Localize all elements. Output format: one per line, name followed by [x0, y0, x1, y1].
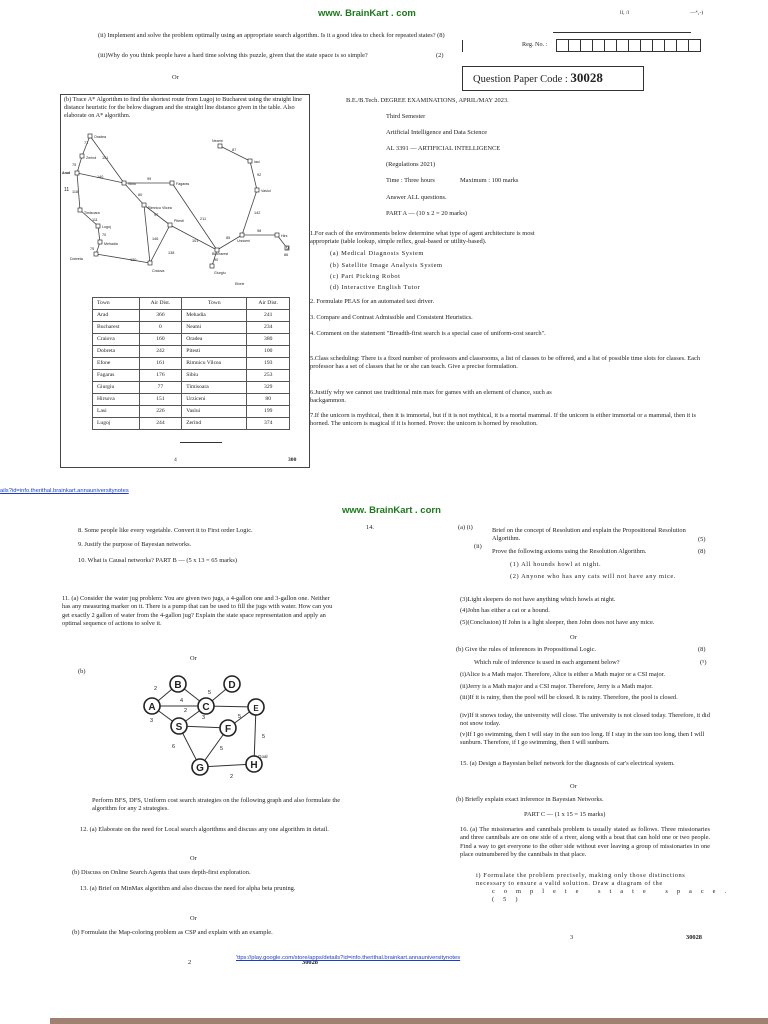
q-top-iii-marks: (2) [436, 52, 444, 59]
node-g: G [196, 763, 204, 774]
page2-num: 2 [188, 959, 192, 966]
q16i: i) Formulate the problem precisely, making only those distinctions necessary to ensure a valid solution. Draw a diagram of the [476, 872, 686, 888]
svg-text:101: 101 [192, 239, 199, 243]
page-num-left: 4 [174, 457, 177, 463]
city-urziceni: Urziceni [237, 239, 250, 243]
map-side-label-11: 11 [64, 187, 70, 193]
corner-mark-left: ll, /l [620, 10, 630, 16]
q15a: 15. (a) Design a Bayesian belief network for the diagnosis of car's electrical system. [460, 760, 675, 767]
svg-text:140: 140 [97, 175, 104, 179]
table-row: Dobreta 242 Pitesti 100 [93, 346, 290, 358]
svg-text:85: 85 [226, 236, 231, 240]
q6: 6.Justify why we cannot use traditional min max for games with an element of chance, such as backgammon. [310, 389, 552, 405]
or-separator-1: Or [172, 74, 179, 81]
city-hirsova: Hirs [281, 234, 288, 238]
page3-code: 30028 [686, 934, 702, 941]
q16i-end: complete state space. (5) [492, 888, 736, 904]
or-separator-3: Or [190, 855, 197, 862]
svg-text:80: 80 [138, 193, 143, 197]
svg-text:118: 118 [72, 190, 79, 194]
q14b-marks: (8) [698, 646, 706, 653]
city-vaslui: Vaslui [261, 189, 271, 193]
page3-num: 3 [570, 934, 574, 941]
q14aii-label: (ii) [474, 543, 482, 550]
or-separator-6: Or [570, 783, 577, 790]
page2-code: 30028 [302, 959, 318, 966]
qpc-value: 30028 [570, 70, 603, 85]
exam-max: Maximum : 100 marks [460, 177, 519, 184]
q12b: (b) Discuss on Online Search Agents that uses depth-first exploration. [72, 869, 251, 876]
svg-text:97: 97 [154, 213, 159, 217]
node-a: A [148, 702, 156, 713]
q16: 16. (a) The missionaries and cannibals problem is usually stated as follows. Three missionaries and three cannibals are on one side of a river, along with a boat that can hold one or two people. Find a way to get everyone to the other side without ever leaving a group of missionaries in one place outnumbered by the cannibals in that place. [460, 826, 710, 858]
inference-5: (v)If I go swimming, then I will stay in the sun too long. If I stay in the sun too long, then I will sunburn. Therefore, if I go swimming, then I will sunburn. [460, 731, 705, 747]
q11b-label: (b) [78, 668, 86, 675]
th-town-2: Town [182, 298, 247, 310]
inference-1: (i)Alice is a Math major. Therefore, Alice is either a Math major or a CSI major. [460, 671, 666, 678]
city-iasi: Iasi [254, 160, 260, 164]
svg-text:5: 5 [262, 734, 266, 740]
city-arad: Arad [62, 171, 71, 175]
svg-text:9: 9 [286, 246, 289, 252]
q13b: (b) Formulate the Map-coloring problem as CSP and explain with an example. [72, 929, 273, 936]
table-row: Efone 161 Rimnicu Vilcea 193 [93, 358, 290, 370]
table-header-row [93, 298, 290, 310]
table-underline [180, 442, 222, 443]
city-giurgiu: Giurgiu [214, 271, 226, 275]
or-separator-2: Or [190, 655, 197, 662]
city-fagaras: Fagaras [176, 182, 190, 186]
exam-course: AL 3391 — ARTIFICIAL INTELLIGENCE [386, 145, 501, 152]
table-row: Craiova 160 Oradea 380 [93, 334, 290, 346]
axiom-4: (4)John has either a cat or a hound. [460, 607, 550, 614]
site-title-2: www. BrainKart . corn [342, 505, 441, 516]
svg-text:87: 87 [232, 148, 237, 152]
cut-link[interactable]: ails?id=info.therithal.brainkart.annauniversitynotes [0, 488, 129, 494]
q11b-text: Perform BFS, DFS, Uniform cost search strategies on the following graph and also formulate the algorithm for any 2 strategies. [92, 797, 341, 813]
q15b: (b) Briefly explain exact inference in Bayesian Networks. [456, 796, 604, 803]
node-s: S [175, 722, 183, 733]
q8: 8. Some people like every vegetable. Convert it to First order Logic. [78, 527, 253, 534]
q14ai-marks: (5) [698, 536, 706, 543]
q10: 10. What is Causal networks? PART B — (5 x 13 = 65 marks) [78, 557, 237, 564]
q9: 9. Justify the purpose of Bayesian networks. [78, 541, 192, 548]
svg-text:151: 151 [102, 156, 109, 160]
city-drobeta: Dobreta [70, 257, 83, 261]
node-f: F [224, 724, 232, 735]
th-dist-1: Air Dist. [139, 298, 182, 310]
q1-opt-a: (a) Medical Diagnosis System [330, 250, 425, 257]
q7: 7.If the unicorn is mythical, then it is immortal, but if it is not mythical, it is a mortal mammal. If the unicorn is either immortal or a mammal, then it is horned. The unicorn is magical if it is horned. Prove: the unicorn is horned by resolution. [310, 412, 697, 428]
inference-2: (ii)Jerry is a Math major and a CSI major. Therefore, Jerry is a Math major. [460, 683, 653, 690]
q12a: 12. (a) Elaborate on the need for Local search algorithms and discuss any one algorithm in detail. [80, 826, 329, 833]
city-sibiu: Sibiu [128, 182, 136, 186]
site-title: www. BrainKart . com [318, 8, 416, 19]
svg-text:3: 3 [150, 718, 154, 724]
table-row: Arad 366 Mehadia 241 [93, 310, 290, 322]
table-row: Lasi 226 Vaslui 199 [93, 406, 290, 418]
search-graph [136, 672, 306, 794]
svg-text:2: 2 [184, 708, 188, 714]
exam-answer-all: Answer ALL questions. [386, 194, 447, 201]
svg-text:3: 3 [202, 715, 206, 721]
city-zerind: Zerind [86, 156, 97, 160]
svg-text:92: 92 [257, 173, 262, 177]
divider-mark [462, 40, 463, 52]
qpc-label: Question Paper Code : [473, 74, 568, 85]
q-top-iii: (iii)Why do you think people have a hard time solving this puzzle, given that the state space is so simple? [98, 52, 368, 59]
q14a-label: (a) (i) [458, 524, 473, 531]
svg-text:86: 86 [284, 253, 289, 257]
q14-num: 14. [366, 524, 374, 531]
exam-time: Time : Three hours [386, 177, 435, 184]
svg-text:2: 2 [154, 686, 158, 692]
q11a: 11. (a) Consider the water jug problem: You are given two jugs, a 4-gallon one and 3-gallon one. Neither has any measuring marker on it. There is a pump that can be used to fill the jugs with water. How can you get exactly 2 gallon of water from the 4-gallon jug? Explain the state space representation and apply an optimal sequence of actions to solve it. [62, 595, 333, 627]
q14ai: Brief on the concept of Resolution and explain the Propositional Resolution Algorithm. [492, 527, 686, 543]
city-pitesti: Pitesti [174, 219, 184, 223]
svg-text:120: 120 [130, 258, 137, 262]
svg-text:138: 138 [168, 251, 175, 255]
q3: 3. Compare and Contrast Admissible and Consistent Heuristics. [310, 314, 473, 321]
city-timisoara: Timisoara [84, 211, 100, 215]
inference-4: (iv)If it snows today, the university will close. The university is not closed today. Therefore, it did not snow today. [460, 712, 710, 728]
play-store-link[interactable]: 'ttps://play.google.com/store/apps/details?id=info.therithal.brainkart.annauniversitynotes [236, 955, 461, 961]
svg-text:71: 71 [84, 141, 89, 145]
node-b: B [174, 680, 182, 691]
reg-label: Reg. No. : [522, 41, 548, 48]
svg-text:98: 98 [257, 229, 262, 233]
svg-text:5: 5 [238, 714, 242, 720]
corner-mark-right: —⁴₁-) [690, 10, 704, 16]
exam-regulation: (Regulations 2021) [386, 161, 436, 168]
exam-branch: Artificial Intelligence and Data Science [386, 129, 488, 136]
or-separator-5: Or [570, 634, 577, 641]
q13a: 13. (a) Brief on MinMax algorithm and also discuss the need for alpha beta pruning. [80, 885, 296, 892]
node-e: E [253, 704, 259, 713]
axiom-5: (5)(Conclusion) If John is a light sleeper, then John does not have any mice. [460, 619, 655, 626]
exam-title: B.E./B.Tech. DEGREE EXAMINATIONS, APRIL/MAY 2023. [346, 97, 509, 104]
page-num-right: 300 [288, 457, 297, 463]
table-row: Hirsova 151 Urziceni 80 [93, 394, 290, 406]
svg-text:146: 146 [152, 237, 159, 241]
part-c-heading: PART C — (1 x 15 = 15 marks) [524, 811, 606, 818]
reg-number-boxes [556, 39, 701, 52]
q14b: (b) Give the rules of inferences in Propositional Logic. [456, 646, 597, 653]
th-town-1: Town [93, 298, 140, 310]
q14aii: Prove the following axioms using the Resolution Algorithm. [492, 548, 647, 555]
inference-3: (iii)If it is rainy, then the pool will be closed. It is rainy. Therefore, the pool is closed. [460, 694, 678, 701]
q4: 4. Comment on the statement "Breadth-first search is a special case of uniform-cost search". [310, 330, 546, 337]
svg-text:2: 2 [230, 774, 234, 780]
question-paper-code [462, 66, 644, 91]
q1-opt-c: (c) Part Picking Robot [330, 273, 401, 280]
q-top-ii: (ii) Implement and solve the problem optimally using an appropriate search algorithm. Is it a good idea to check for repeated states? (8) [98, 32, 445, 39]
svg-text:90: 90 [214, 258, 219, 262]
city-oradea: Oradea [94, 135, 106, 139]
city-eforie: Eforie [235, 282, 245, 286]
svg-text:6: 6 [172, 744, 176, 750]
air-distance-table [92, 297, 290, 430]
svg-text:75: 75 [90, 247, 95, 251]
q-b-text: (b) Trace A* Algorithm to find the shortest route from Lugoj to Bucharest using the straight line distance heuristic for the below diagram and the straight line distance given in the table. Also elaborate on A* algorithm. [64, 96, 302, 120]
table-row: Lugoj 244 Zerind 374 [93, 418, 290, 430]
q5: 5.Class scheduling: There is a fixed number of professors and classrooms, a list of classes to be offered, and a list of possible time slots for classes. Each professor has a set of classes that he or she can teach. Give a precise formulation. [310, 355, 701, 371]
city-lugoj: Lugoj [102, 225, 111, 229]
or-separator-4: Or [190, 915, 197, 922]
q1-opt-d: (d) Interactive English Tutor [330, 284, 421, 291]
city-mehadia: Mehadia [104, 242, 118, 246]
reg-top-rule [553, 32, 691, 33]
axiom-2: (2) Anyone who has any cats will not have any mice. [510, 573, 677, 580]
table-row: Giurgiu 77 Timisoara 329 [93, 382, 290, 394]
bottom-bar [50, 1018, 768, 1024]
svg-text:5: 5 [208, 690, 212, 696]
svg-text:5: 5 [220, 746, 224, 752]
q14aii-marks: (8) [698, 548, 706, 555]
th-dist-2: Air Dist. [247, 298, 290, 310]
table-row: Bucharest 0 Neami 234 [93, 322, 290, 334]
romania-map [62, 128, 302, 286]
node-c: C [202, 702, 210, 713]
svg-text:4: 4 [180, 698, 184, 704]
q2: 2. Formulate PEAS for an automated taxi driver. [310, 298, 435, 305]
svg-text:75: 75 [72, 163, 77, 167]
node-h: H [250, 760, 258, 771]
q1: 1.For each of the environments below determine what type of agent architecture is most appropriate (table lookup, simple reflex, goal-based or utility-based). [310, 230, 535, 246]
svg-text:111: 111 [92, 218, 98, 222]
part-a-heading: PART A — (10 x 2 = 20 marks) [386, 210, 467, 217]
exam-semester: Third Semester [386, 113, 426, 120]
axiom-3: (3)Light sleepers do not have anything which howls at night. [460, 596, 616, 603]
city-craiova: Craiova [152, 269, 165, 273]
node-d: D [228, 680, 236, 691]
svg-text:70: 70 [102, 233, 107, 237]
goal-label: Goal [258, 754, 268, 759]
table-row: Fagaras 176 Sibiu 253 [93, 370, 290, 382]
q14b2: Which rule of inference is used in each argument below? [474, 659, 620, 666]
svg-text:99: 99 [147, 177, 152, 181]
svg-text:142: 142 [254, 211, 261, 215]
city-neamt: Neamt [212, 139, 223, 143]
city-bucharest: Bucharest [212, 252, 229, 256]
svg-text:211: 211 [200, 217, 207, 221]
q14b2-marks: (⁵) [700, 659, 707, 666]
axiom-1: (1) All hounds howl at night. [510, 561, 602, 568]
city-rimnicu: Rimnicu Vilcea [148, 206, 172, 210]
q1-opt-b: (b) Satellite Image Analysis System [330, 262, 443, 269]
